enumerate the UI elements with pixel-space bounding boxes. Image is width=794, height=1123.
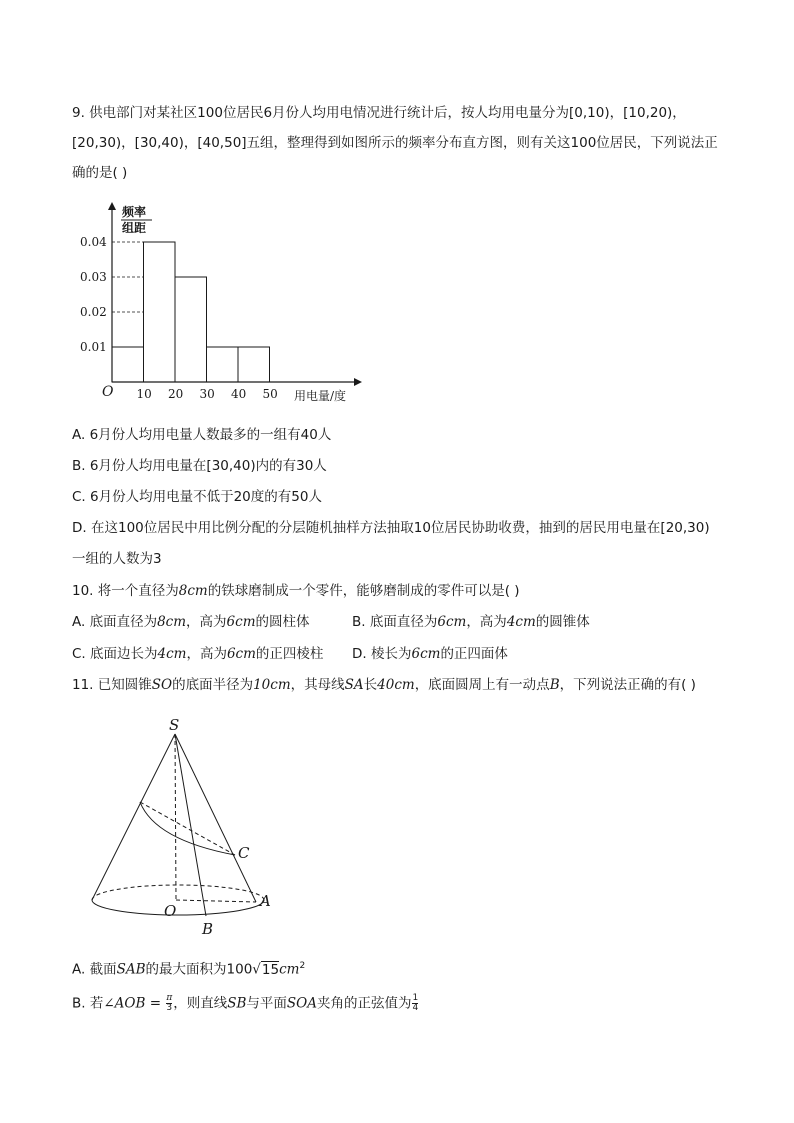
origin-label: O (102, 384, 114, 400)
x-axis-arrow (354, 378, 362, 386)
y-label-top: 频率 (122, 205, 147, 219)
cone-edge-sb (175, 734, 206, 916)
cone-axis-so (175, 734, 176, 900)
q11-stem: 11. 已知圆锥SO的底面半径为10cm，其母线SA长40cm，底面圆周上有一动点B，下列说法正确的有( ) (72, 677, 696, 693)
q11-option-a: A. 截面SAB的最大面积为$100√15cm^2$ (72, 961, 306, 978)
cone-edge-sa (175, 734, 256, 902)
cone-base-back (92, 885, 264, 900)
histogram-bar (207, 347, 239, 382)
q10-option-a: A. 底面直径为8cm，高为6cm的圆柱体 (72, 614, 310, 630)
cone-figure (80, 712, 280, 940)
q10-stem: 10. 将一个直径为8cm的铁球磨制成一个零件，能够磨制成的零件可以是( ) (72, 583, 520, 599)
cone-edge-left (92, 734, 175, 900)
q9-option-d-line2: 一组的人数为3 (72, 551, 162, 567)
y-tick-label: 0.03 (80, 270, 107, 284)
label-s: S (169, 716, 180, 734)
histogram-bar (112, 347, 144, 382)
q11-option-b: B. 若∠AOB = $\frac{\pi}{3}$ ，则直线SB与平面SOA夹角的正弦值为 $\frac{1}{4}$ (72, 993, 419, 1013)
y-tick-label: 0.04 (80, 235, 107, 249)
x-tick-label: 20 (168, 387, 184, 401)
q9-stem-line2: [20,30)，[30,40)，[40,50]五组，整理得到如图所示的频率分布直方图，则有关这100位居民，下列说法正 (72, 135, 718, 151)
q9-option-c: C. 6月份人均用电量不低于20度的有50人 (72, 489, 322, 505)
histogram-bar (144, 242, 176, 382)
label-b: B (202, 920, 214, 938)
x-tick-label: 30 (199, 387, 215, 401)
cone-radius-oa (176, 900, 256, 902)
y-label-bottom: 组距 (122, 221, 147, 235)
q9-option-b: B. 6月份人均用电量在[30,40)内的有30人 (72, 458, 327, 474)
label-c: C (238, 844, 250, 862)
histogram-bar (175, 277, 207, 382)
x-tick-label: 50 (262, 387, 278, 401)
x-tick-label: 40 (231, 387, 247, 401)
q9-option-d-line1: D. 在这100位居民中用比例分配的分层随机抽样方法抽取10位居民协助收费，抽到的居民用电量在[20,30) (72, 520, 710, 536)
q10-option-c: C. 底面边长为4cm，高为6cm的正四棱柱 (72, 646, 324, 662)
q10-option-b: B. 底面直径为6cm，高为4cm的圆锥体 (352, 614, 590, 630)
x-tick-label: 10 (136, 387, 152, 401)
x-axis-label: 用电量/度 (294, 389, 347, 403)
cone-base-front (92, 900, 264, 915)
y-tick-label: 0.01 (80, 340, 107, 354)
q9-stem-line3: 确的是( ) (72, 165, 128, 181)
histogram-bar (238, 347, 270, 382)
q10-option-d: D. 棱长为6cm的正四面体 (352, 646, 508, 662)
label-a: A (260, 892, 271, 910)
y-axis-arrow (108, 202, 116, 210)
q9-option-a: A. 6月份人均用电量人数最多的一组有40人 (72, 427, 332, 443)
q9-stem-line1: 9. 供电部门对某社区100位居民6月份人均用电情况进行统计后，按人均用电量分为[0,10)，[10,20)， (72, 105, 686, 121)
label-o: O (164, 902, 177, 920)
y-tick-label: 0.02 (80, 305, 107, 319)
frequency-histogram (72, 196, 372, 410)
